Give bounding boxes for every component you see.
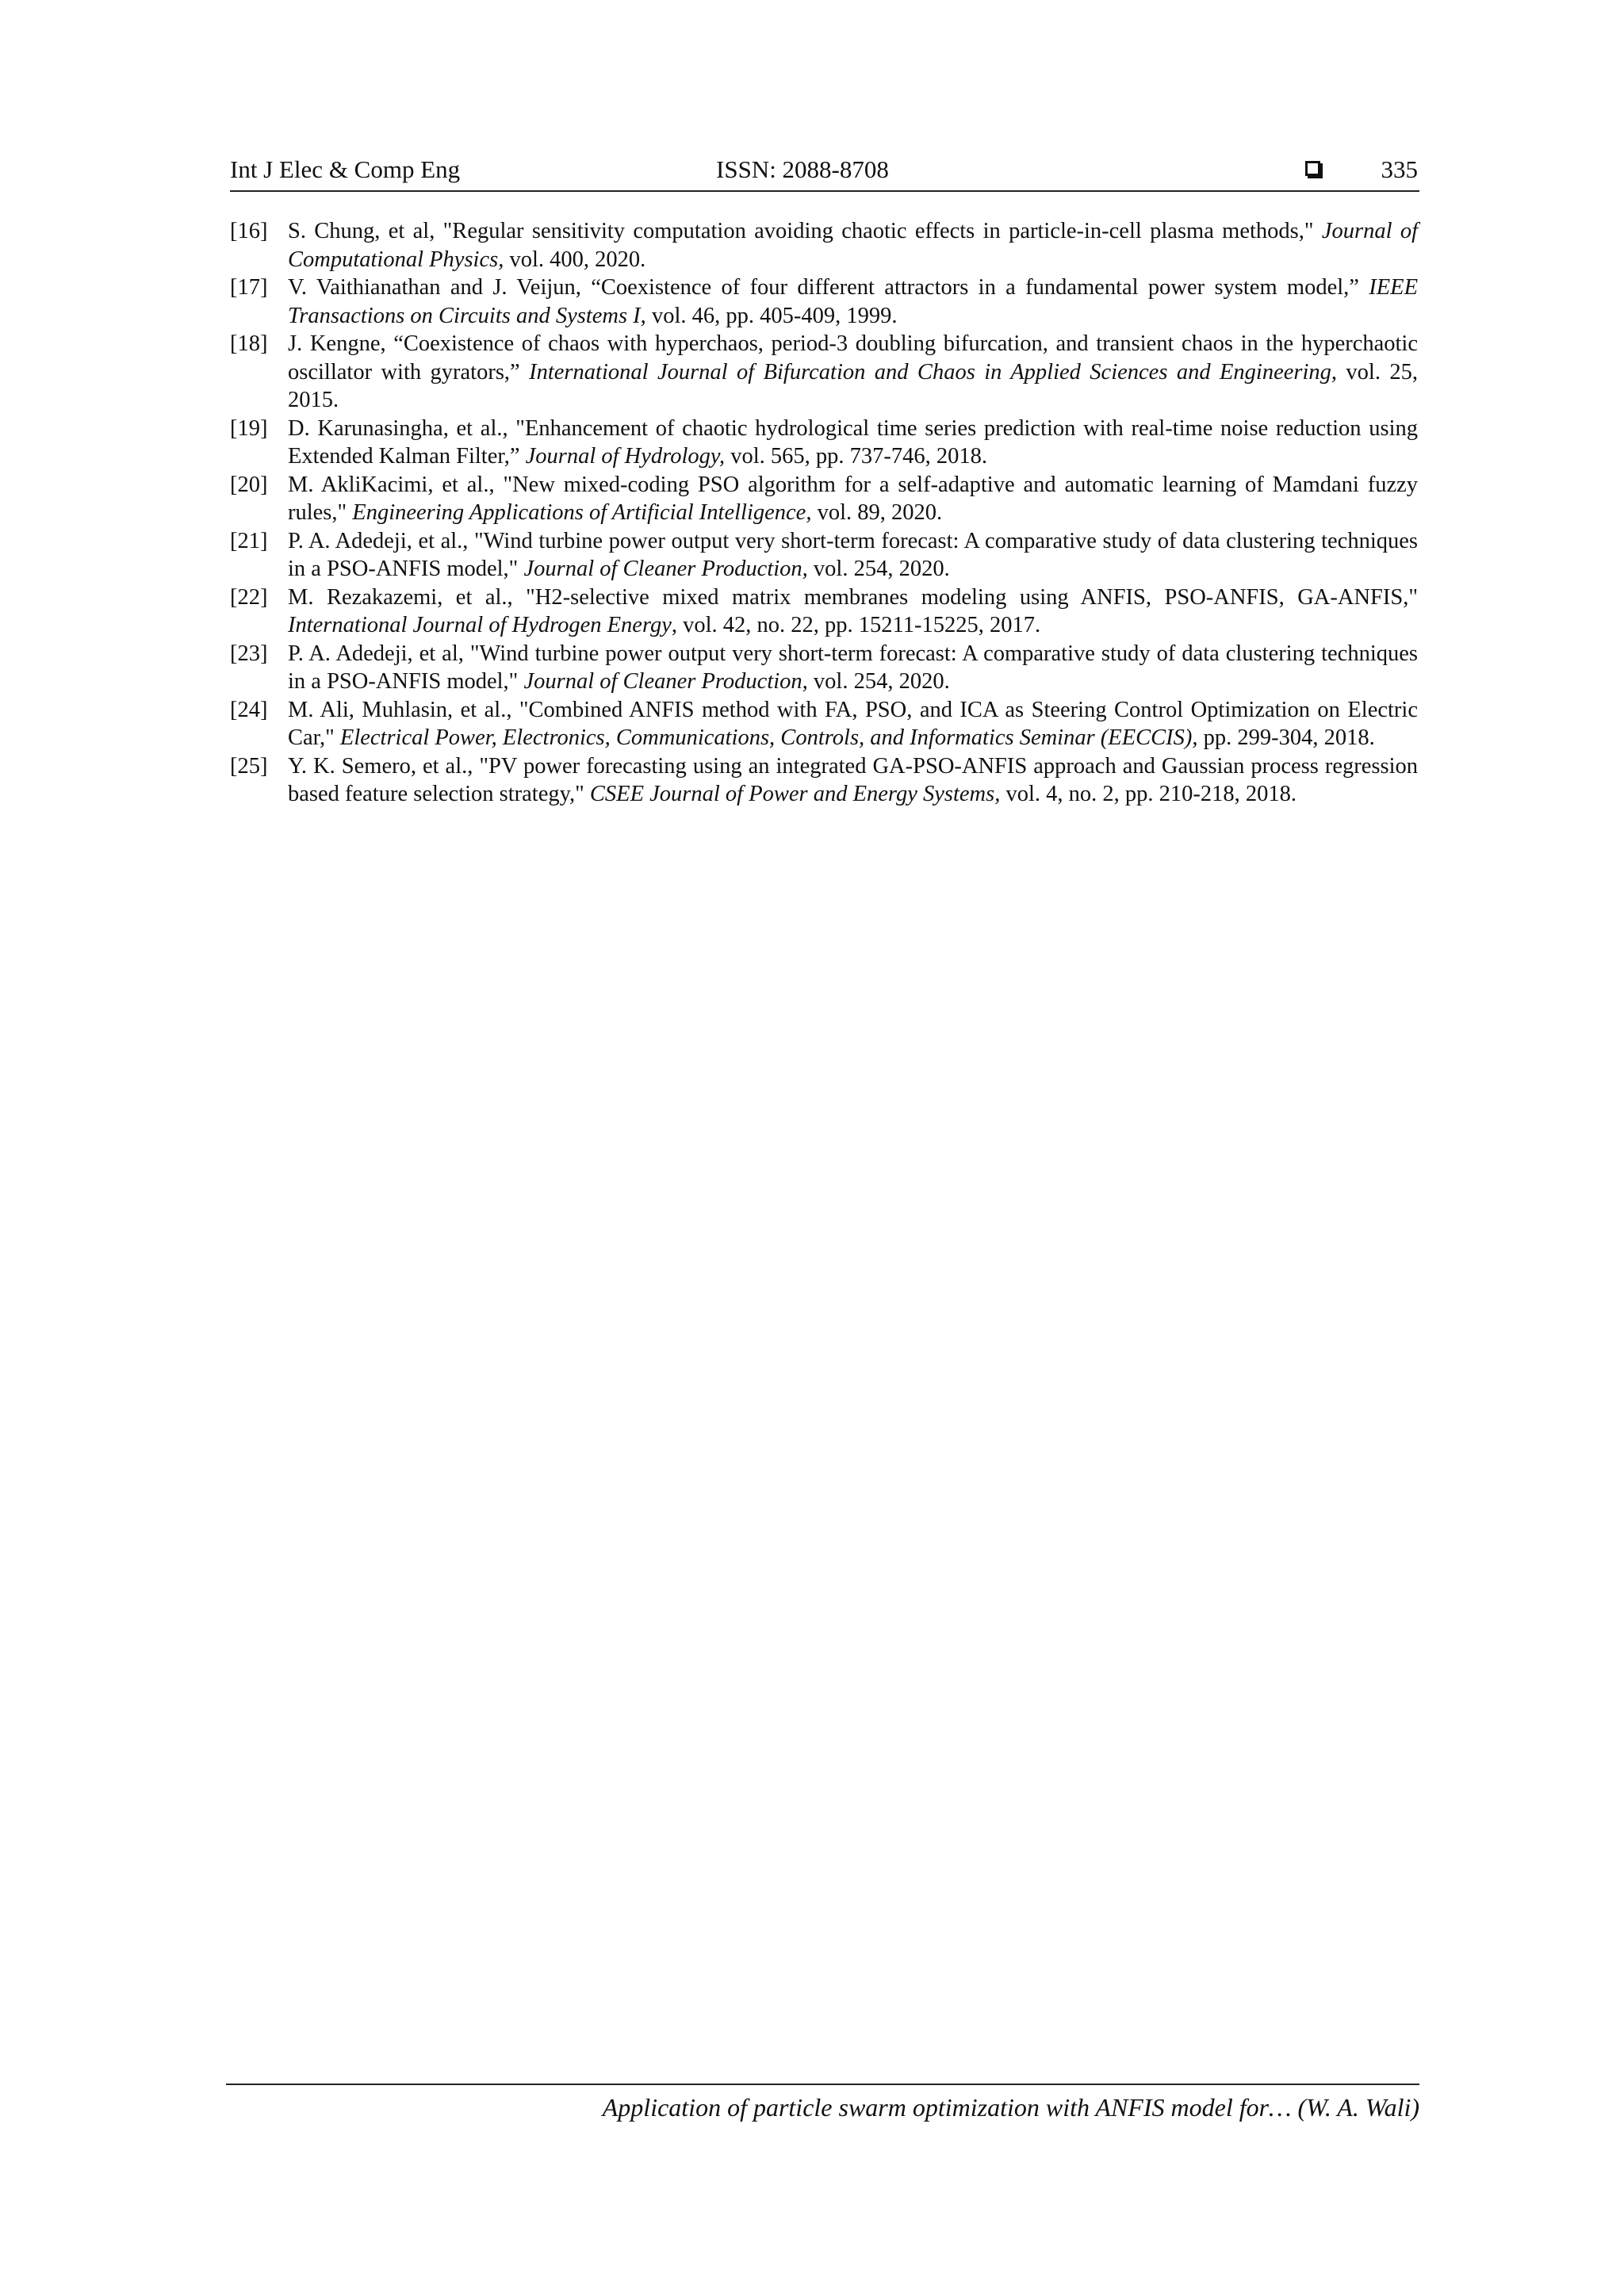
reference-item: [230, 584, 1418, 640]
journal-title: International Journal of Bifurcation and Chaos in Applied Sciences and Engineering,: [529, 359, 1338, 385]
journal-abbreviation: Int J Elec & Comp Eng: [230, 155, 461, 183]
issn: ISSN: 2088-8708: [716, 155, 889, 183]
reference-text: P. A. Adedeji, et al., "Wind turbine power output very short-term forecast: A comparative study of data clustering techniques in a PSO-ANFIS model," Journal of Cleaner Production, vol. 254, 2020.: [288, 528, 1418, 581]
reference-text: M. Rezakazemi, et al., "H2-selective mixed matrix membranes modeling using ANFIS, PSO-ANFIS, GA-ANFIS," International Journal of Hydrogen Energy, vol. 42, no. 22, pp. 15211-15225, 2017.: [288, 584, 1418, 637]
reference-number: [17]: [230, 275, 268, 300]
reference-item: [230, 217, 1418, 274]
journal-title: Journal of Computational Physics,: [288, 219, 1418, 272]
reference-text: P. A. Adedeji, et al, "Wind turbine power output very short-term forecast: A comparative study of data clustering techniques in a PSO-ANFIS model," Journal of Cleaner Production, vol. 254, 2020.: [288, 641, 1418, 694]
reference-text: D. Karunasingha, et al., "Enhancement of chaotic hydrological time series prediction with real-time noise reduction using Extended Kalman Filter,” Journal of Hydrology, vol. 565, pp. 737-746, 2018.: [288, 415, 1418, 469]
running-header: [230, 155, 1419, 192]
reference-item: [230, 274, 1418, 330]
journal-title: Electrical Power, Electronics, Communications, Controls, and Informatics Seminar (EECCIS),: [339, 725, 1198, 750]
reference-number: [21]: [230, 528, 268, 553]
running-footer: [226, 2084, 1419, 2122]
reference-number: [22]: [230, 584, 268, 610]
journal-title: IEEE Transactions on Circuits and Systems I,: [288, 275, 1418, 328]
reference-item: [230, 640, 1418, 696]
hollow-square-bullet-icon: [1305, 161, 1320, 176]
reference-number: [18]: [230, 331, 268, 356]
reference-text: Y. K. Semero, et al., "PV power forecasting using an integrated GA-PSO-ANFIS approach and Gaussian process regression based feature selection strategy," CSEE Journal of Power and Energy Systems, vol. 4, no. 2, pp. 210-218, 2018.: [288, 753, 1418, 806]
page-number: 335: [1381, 155, 1418, 183]
reference-list: [230, 217, 1418, 809]
reference-item: [230, 471, 1418, 527]
reference-number: [23]: [230, 641, 268, 666]
reference-number: [25]: [230, 753, 268, 779]
footer-article-title: Application of particle swarm optimization with ANFIS model for… (W. A. Wali): [602, 2093, 1419, 2122]
reference-item: [230, 696, 1418, 752]
reference-text: S. Chung, et al, "Regular sensitivity computation avoiding chaotic effects in particle-in-cell plasma methods," Journal of Computational Physics, vol. 400, 2020.: [288, 219, 1418, 272]
reference-text: M. Ali, Muhlasin, et al., "Combined ANFIS method with FA, PSO, and ICA as Steering Control Optimization on Electric Car," Electrical Power, Electronics, Communications, Controls, and Informatics Seminar (EECCIS), pp. 299-304, 2018.: [288, 697, 1418, 750]
reference-item: [230, 330, 1418, 415]
journal-title: CSEE Journal of Power and Energy Systems,: [589, 782, 1001, 806]
reference-item: [230, 527, 1418, 584]
journal-title: Journal of Hydrology,: [525, 444, 726, 469]
reference-text: J. Kengne, “Coexistence of chaos with hyperchaos, period-3 doubling bifurcation, and transient chaos in the hyperchaotic oscillator with gyrators,” International Journal of Bifurcation and Chaos in Applied Sciences and Engineering, vol. 25, 2015.: [288, 331, 1419, 412]
journal-title: Journal of Cleaner Production,: [523, 669, 808, 694]
journal-title: Journal of Cleaner Production,: [523, 557, 808, 581]
reference-item: [230, 752, 1418, 809]
journal-title: International Journal of Hydrogen Energy: [288, 613, 672, 637]
reference-item: [230, 415, 1418, 471]
reference-number: [20]: [230, 472, 268, 497]
reference-text: M. AkliKacimi, et al., "New mixed-coding PSO algorithm for a self-adaptive and automatic learning of Mamdani fuzzy rules," Engineering Applications of Artificial Intelligence, vol. 89, 2020.: [288, 472, 1418, 525]
reference-number: [16]: [230, 219, 268, 243]
journal-title: Engineering Applications of Artificial Intelligence,: [352, 500, 812, 525]
reference-number: [24]: [230, 697, 268, 722]
reference-text: V. Vaithianathan and J. Veijun, “Coexistence of four different attractors in a fundamental power system model,” IEEE Transactions on Circuits and Systems I, vol. 46, pp. 405-409, 1999.: [288, 275, 1418, 328]
reference-number: [19]: [230, 415, 268, 441]
